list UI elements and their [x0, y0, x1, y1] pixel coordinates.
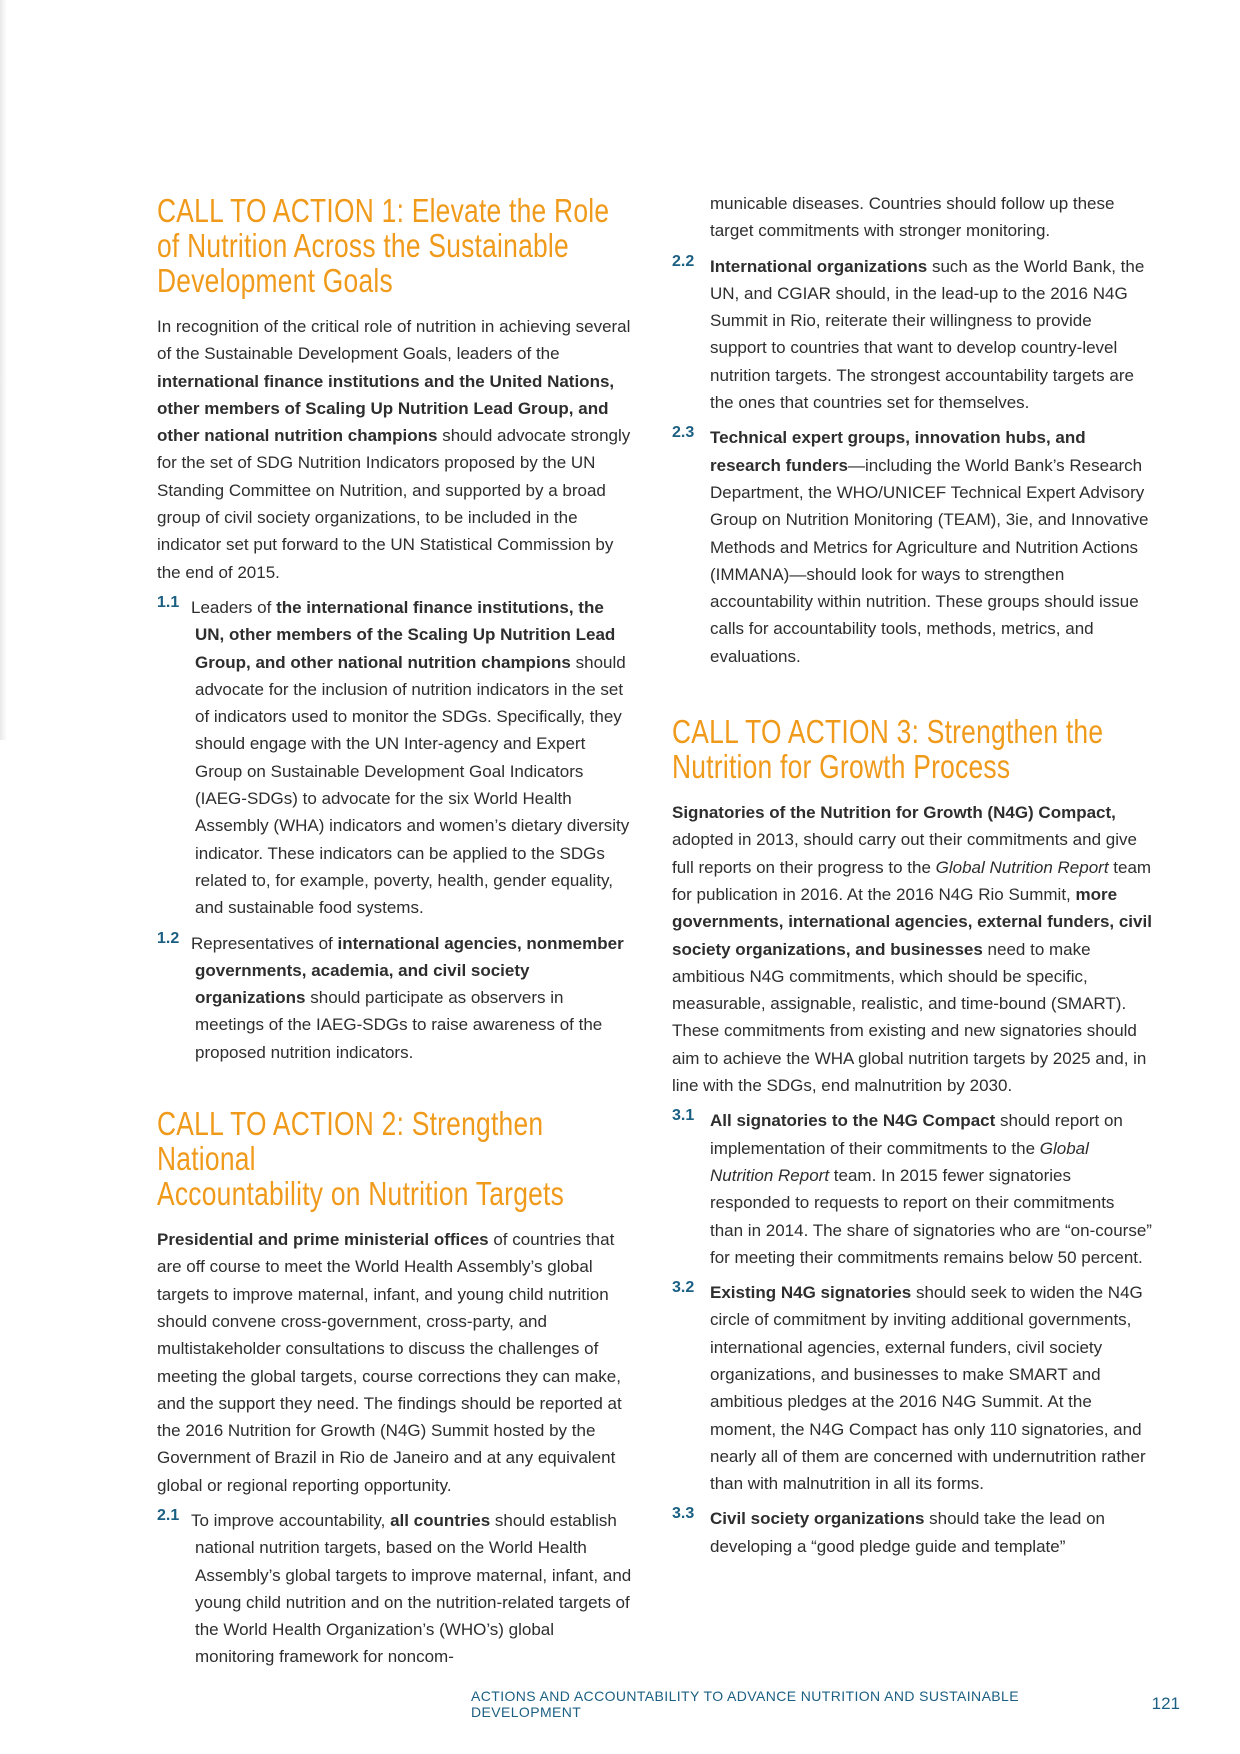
- continuation-2-1: municable diseases. Countries should follow up these target commitments with stronger monitoring.: [710, 194, 1115, 241]
- item-number: 2.3: [672, 424, 695, 442]
- footer-title: ACTIONS AND ACCOUNTABILITY TO ADVANCE NUTRITION AND SUSTAINABLE DEVELOPMENT: [471, 1688, 1019, 1720]
- cta1-heading: CALL TO ACTION 1: Elevate the Role of Nutrition Across the Sustainable Development Goals: [157, 192, 610, 299]
- list-item-2-1: 2.1 To improve accountability, all countries should establish national nutrition targets, based on the World Health Assembly’s global targets to improve maternal, infant, and young child nutrition and on the nutrition-related targets of the World Health Organization’s (WHO’s) global monitoring framework for noncom-: [157, 1506, 632, 1667]
- item-number: 1.2: [157, 929, 180, 947]
- cta1-intro: In recognition of the critical role of nutrition in achieving several of the Sustainable Development Goals, leaders of the international finance institutions and the United Nations, other members of Scaling Up Nutrition Lead Group, and other national nutrition champions should advocate strongly for the set of SDG Nutrition Indicators proposed by the UN Standing Committee on Nutrition, and supported by a broad group of civil society organizations, to be included in the indicator set put forward to the UN Statistical Commission by the end of 2015.: [157, 317, 631, 582]
- right-column: [672, 190, 1152, 1560]
- cta3-heading: CALL TO ACTION 3: Strengthen the Nutrition for Growth Process: [672, 713, 1104, 786]
- list-item-2-2: 2.2 International organizations such as the World Bank, the UN, and CGIAR should, in the lead-up to the 2016 N4G Summit in Rio, reiterate their willingness to provide support to countries that want to develop country-level nutrition targets. The strongest accountability targets are the ones that countries set for themselves.: [672, 252, 1145, 413]
- item-number: 3.2: [672, 1279, 695, 1297]
- left-column: [157, 193, 635, 1671]
- item-number: 3.1: [672, 1107, 695, 1125]
- list-item-3-3: 3.3 Civil society organizations should take the lead on developing a “good pledge guide and template”: [672, 1505, 1105, 1556]
- page-edge-shadow: [0, 0, 7, 740]
- cta2-intro: Presidential and prime ministerial offices of countries that are off course to meet the World Health Assembly’s global targets to improve maternal, infant, and young child nutrition should convene cross-government, cross-party, and multistakeholder consultations to discuss the challenges of meeting the global targets, course corrections they can make, and the support they need. The findings should be reported at the 2016 Nutrition for Growth (N4G) Summit hosted by the Government of Brazil in Rio de Janeiro and at any equivalent global or regional reporting opportunity.: [157, 1230, 622, 1495]
- page-footer: [471, 1688, 1180, 1720]
- list-item-3-1: 3.1 All signatories to the N4G Compact should report on implementation of their commitments to the Global Nutrition Report team. In 2015 fewer signatories responded to requests to report on their commitments than in 2014. The share of signatories who are “on-course” for meeting their commitments remains below 50 percent.: [672, 1107, 1152, 1267]
- item-number: 3.3: [672, 1505, 695, 1523]
- cta2-heading: CALL TO ACTION 2: Strengthen National Accountability on Nutrition Targets: [157, 1105, 565, 1213]
- item-number: 2.1: [157, 1506, 180, 1524]
- list-item-1-2: 1.2 Representatives of international agencies, nonmember governments, academia, and civil society organizations should participate as observers in meetings of the IAEG-SDGs to raise awareness of the proposed nutrition indicators.: [157, 929, 624, 1062]
- list-item-1-1: 1.1 Leaders of the international finance institutions, the UN, other members of the Scaling Up Nutrition Lead Group, and other national nutrition champions should advocate for the inclusion of nutrition indicators in the set of indicators used to monitor the SDGs. Specifically, they should engage with the UN Inter-agency and Expert Group on Sustainable Development Goal Indicators (IAEG-SDGs) to advocate for the six World Health Assembly (WHA) indicators and women’s dietary diversity indicator. These indicators can be applied to the SDGs related to, for example, poverty, health, gender equality, and sustainable food systems.: [157, 593, 630, 918]
- item-number: 1.1: [157, 593, 180, 611]
- item-number: 2.2: [672, 252, 695, 270]
- page-number: 121: [1151, 1694, 1180, 1713]
- list-item-2-3: 2.3 Technical expert groups, innovation hubs, and research funders—including the World Bank’s Research Department, the WHO/UNICEF Technical Expert Advisory Group on Nutrition Monitoring (TEAM), 3ie, and Innovative Methods and Metrics for Agriculture and Nutrition Actions (IMMANA)—should look for ways to strengthen accountability within nutrition. These groups should issue calls for accountability tools, methods, metrics, and evaluations.: [672, 424, 1149, 666]
- cta3-intro: Signatories of the Nutrition for Growth (N4G) Compact, adopted in 2013, should carry out their commitments and give full reports on their progress to the Global Nutrition Report team for publication in 2016. At the 2016 N4G Rio Summit, more governments, international agencies, external funders, civil society organizations, and businesses need to make ambitious N4G commitments, which should be specific, measurable, assignable, realistic, and time-bound (SMART). These commitments from existing and new signatories should aim to achieve the WHA global nutrition targets by 2025 and, in line with the SDGs, end malnutrition by 2030.: [672, 803, 1152, 1096]
- list-item-3-2: 3.2 Existing N4G signatories should seek to widen the N4G circle of commitment by inviting additional governments, international agencies, external funders, civil society organizations, and businesses to make SMART and ambitious pledges at the 2016 N4G Summit. At the moment, the N4G Compact has only 110 signatories, and nearly all of them are concerned with undernutrition rather than with malnutrition in all its forms.: [672, 1279, 1146, 1494]
